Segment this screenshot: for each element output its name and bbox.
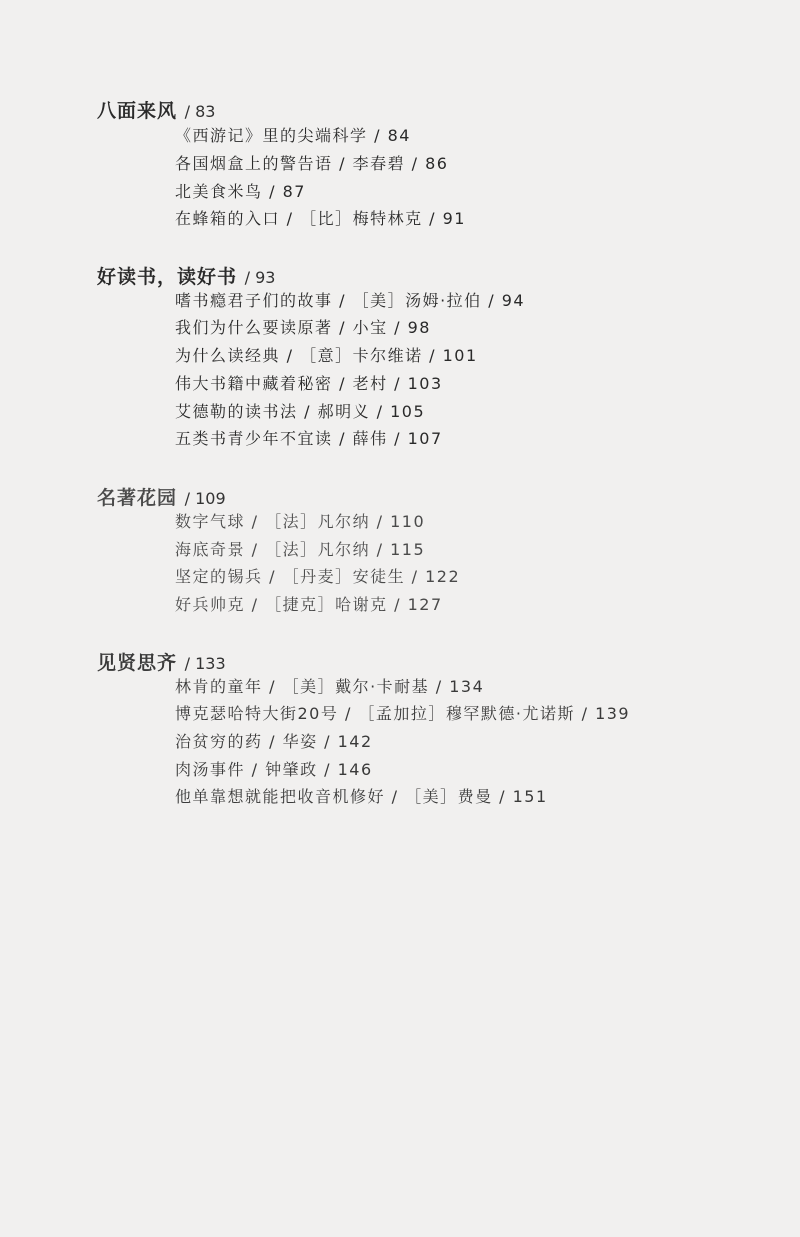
- toc-entry: 肉汤事件 / 钟肇政 / 146: [175, 760, 373, 779]
- toc-entry: 为什么读经典 / ［意］卡尔维诺 / 101: [175, 346, 478, 365]
- toc-entry: 治贫穷的药 / 华姿 / 142: [175, 732, 373, 751]
- toc-entry: 北美食米鸟 / 87: [175, 182, 306, 201]
- section-page: / 133: [184, 654, 226, 673]
- section-heading: [97, 96, 215, 123]
- toc-entry: 《西游记》里的尖端科学 / 84: [175, 126, 411, 145]
- toc-entry: 艾德勒的读书法 / 郝明义 / 105: [175, 402, 426, 421]
- section-heading: [97, 483, 226, 510]
- toc-entry: 海底奇景 / ［法］凡尔纳 / 115: [175, 540, 426, 559]
- toc-entry: 坚定的锡兵 / ［丹麦］安徒生 / 122: [175, 567, 461, 586]
- toc-entry: 伟大书籍中藏着秘密 / 老村 / 103: [175, 374, 443, 393]
- section-title: 好读书，读好书: [97, 266, 238, 288]
- toc-entry: 他单靠想就能把收音机修好 / ［美］费曼 / 151: [175, 787, 548, 806]
- toc-entry: 在蜂箱的入口 / ［比］梅特林克 / 91: [175, 209, 466, 228]
- section-heading: [97, 648, 226, 675]
- section-page: / 93: [244, 268, 276, 287]
- toc-entry: 林肯的童年 / ［美］戴尔·卡耐基 / 134: [175, 677, 485, 696]
- section-page: / 83: [184, 102, 216, 121]
- toc-entry: 五类书青少年不宜读 / 薛伟 / 107: [175, 429, 443, 448]
- section-heading: [97, 262, 275, 289]
- section-title: 见贤思齐: [97, 652, 178, 674]
- toc-entry: 我们为什么要读原著 / 小宝 / 98: [175, 318, 431, 337]
- toc-entry: 各国烟盒上的警告语 / 李春碧 / 86: [175, 154, 449, 173]
- section-page: / 109: [184, 489, 226, 508]
- section-title: 八面来风: [97, 100, 178, 122]
- toc-entry: 数字气球 / ［法］凡尔纳 / 110: [175, 512, 426, 531]
- toc-entry: 好兵帅克 / ［捷克］哈谢克 / 127: [175, 595, 443, 614]
- toc-entry: 嗜书瘾君子们的故事 / ［美］汤姆·拉伯 / 94: [175, 291, 526, 310]
- toc-entry: 博克瑟哈特大街20号 / ［孟加拉］穆罕默德·尤诺斯 / 139: [175, 704, 631, 723]
- section-title: 名著花园: [97, 487, 178, 509]
